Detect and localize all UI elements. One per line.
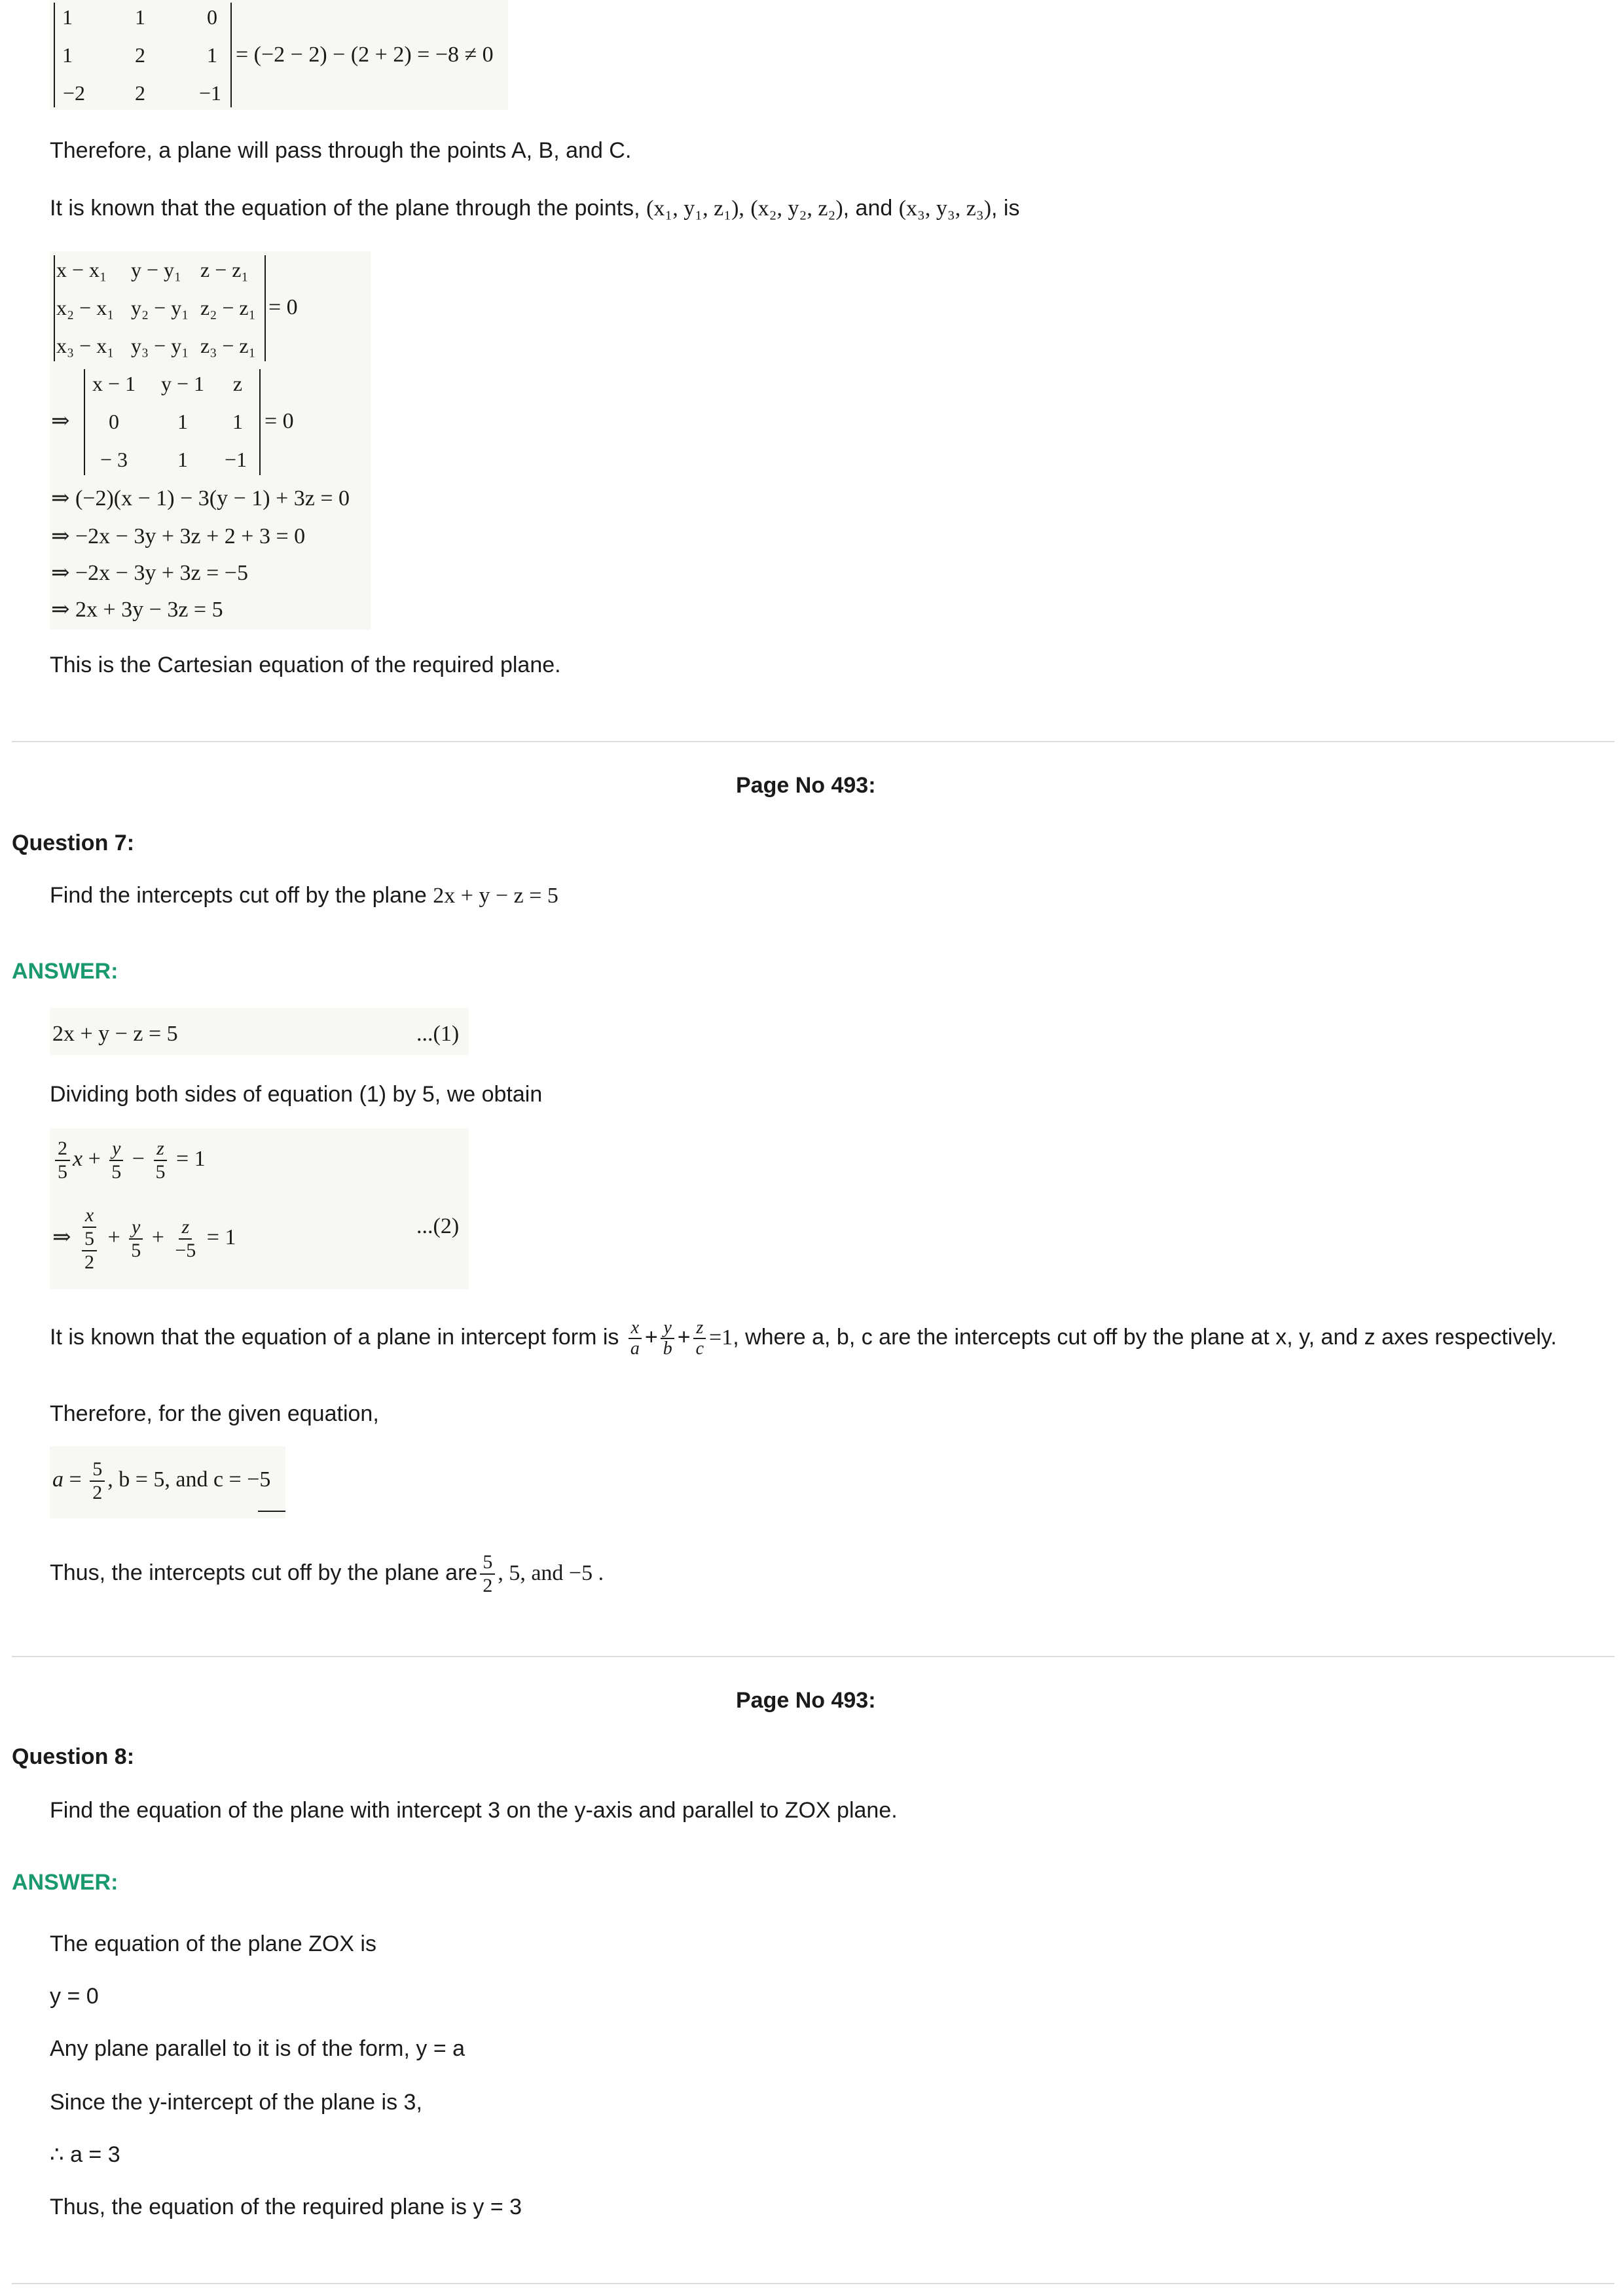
paragraph-plane-passes: Therefore, a plane will pass through the points A, B, and C. <box>50 138 632 163</box>
intro-text-c: , is <box>991 196 1020 221</box>
equation-2-tag: ...(2) <box>416 1214 460 1238</box>
answer-line: Thus, the equation of the required plane is y = 3 <box>50 2195 522 2219</box>
question-8-heading: Question 8: <box>12 1744 135 1769</box>
det-cell: z <box>232 372 243 395</box>
fraction-y-over-5: $\frac{y}{5}$ <box>128 1216 143 1262</box>
det-cell: − 3 <box>100 448 128 471</box>
answer-line: Any plane parallel to it is of the form, y = a <box>50 2036 465 2061</box>
det-cell: x₃ − x₁ <box>56 334 115 357</box>
answer-line: y = 0 <box>50 1984 99 2009</box>
conclusion-text-b: , 5, and −5 . <box>498 1560 604 1585</box>
fraction-five-halves: $\frac{5}{2}$ <box>90 1458 105 1504</box>
paragraph-plane-equation-intro <box>50 195 1019 222</box>
det-cell: y − y₁ <box>131 258 182 281</box>
det-cell: y₂ − y₁ <box>131 296 189 319</box>
question-7-prompt: Find the intercepts cut off by the plane <box>50 883 427 908</box>
fraction-x-over-a: $\frac{x}{a}$ <box>628 1318 642 1359</box>
numeric-determinant <box>84 369 261 475</box>
fraction-two-fifths: $\frac{2}{5}$ <box>55 1138 70 1183</box>
det-cell: −1 <box>198 81 222 105</box>
point-2: (x₂, y₂, z₂) <box>750 196 843 221</box>
conclusion-q7 <box>50 1551 604 1597</box>
answer-label-q8: ANSWER: <box>12 1870 119 1895</box>
answer-label-q7: ANSWER: <box>12 959 119 984</box>
fraction-y-over-5: $\frac{y}{5}$ <box>109 1138 124 1183</box>
intro-text-b: , and <box>843 196 893 221</box>
det-cell: 2 <box>135 81 145 105</box>
fraction-z-over-c: $\frac{z}{c}$ <box>693 1318 706 1359</box>
fraction-z-over-5: $\frac{z}{5}$ <box>153 1138 168 1183</box>
determinant-check-result: = (−2 − 2) − (2 + 2) = −8 ≠ 0 <box>236 43 494 67</box>
det-cell: x − 1 <box>92 372 136 395</box>
derivation-step: ⇒ (−2)(x − 1) − 3(y − 1) + 3z = 0 <box>51 486 350 511</box>
therefore-text: Therefore, for the given equation, <box>50 1401 379 1426</box>
numeric-determinant-rhs: = 0 <box>264 409 294 433</box>
paragraph-cartesian-equation: This is the Cartesian equation of the required plane. <box>50 653 561 677</box>
general-determinant <box>54 255 266 361</box>
det-cell: 1 <box>232 410 243 433</box>
page-number-q8: Page No 493: <box>736 1688 876 1713</box>
section-divider <box>12 1656 1614 1657</box>
dividing-text: Dividing both sides of equation (1) by 5, we obtain <box>50 1082 543 1107</box>
intercept-form-paragraph: It is known that the equation of a plane in intercept form is $\frac{x}{a}$ + $\frac{y}{b}$ + $\frac{z}{c}$ =1, where a, b, c are the intercepts cut off by the plane at x, y, and z axes respectively. <box>50 1318 1557 1359</box>
det-cell: 1 <box>207 43 217 67</box>
question-7-equation: 2x + y − z = 5 <box>433 884 558 908</box>
fraction-x-over-5-2: $\frac{x}{\frac{5}{2}}$ <box>79 1204 100 1274</box>
intercept-text-b: , where a, b, c are the intercepts cut off by the plane at x, y, and z axes respectively. <box>733 1324 1557 1350</box>
det-cell: 0 <box>109 410 119 433</box>
answer-line: Since the y-intercept of the plane is 3, <box>50 2090 422 2115</box>
det-cell: 1 <box>177 410 188 433</box>
divided-equation: $\frac{2}{5}$ x + $\frac{y}{5}$ − $\frac{z}{5}$ = 1 <box>52 1138 206 1183</box>
intercept-values: a = $\frac{5}{2}$ , b = 5, and c = −5 <box>52 1458 271 1503</box>
det-cell: x₂ − x₁ <box>56 296 115 319</box>
answer-line: The equation of the plane ZOX is <box>50 1931 376 1956</box>
det-cell: z₂ − z₁ <box>200 296 256 319</box>
det-cell: z₃ − z₁ <box>200 334 256 357</box>
det-cell: 1 <box>135 5 145 29</box>
fraction-y-over-b: $\frac{y}{b}$ <box>661 1318 675 1359</box>
det-cell: 2 <box>135 43 145 67</box>
point-3: (x₃, y₃, z₃) <box>898 196 992 221</box>
det-cell: 1 <box>177 448 188 471</box>
fraction-five-halves: $\frac{5}{2}$ <box>480 1551 495 1597</box>
section-divider <box>12 741 1614 742</box>
determinant-check <box>54 3 232 107</box>
underline-mark <box>258 1511 285 1512</box>
conclusion-text-a: Thus, the intercepts cut off by the plane are <box>50 1560 478 1585</box>
answer-line: ∴ a = 3 <box>50 2142 120 2167</box>
question-7-heading: Question 7: <box>12 831 135 855</box>
fraction-z-over-neg5: $\frac{z}{-5}$ <box>175 1216 196 1261</box>
page-number-q7: Page No 493: <box>736 773 876 798</box>
derivation-step: ⇒ 2x + 3y − 3z = 5 <box>51 598 223 622</box>
derivation-step: ⇒ −2x − 3y + 3z = −5 <box>51 561 248 585</box>
det-cell: −1 <box>224 448 247 471</box>
det-cell: z − z₁ <box>200 258 249 281</box>
det-cell: −2 <box>62 81 86 105</box>
intro-text-a: It is known that the equation of the plane through the points, <box>50 196 640 221</box>
det-cell: x − x₁ <box>56 258 107 281</box>
values-rest: , b = 5, and c = −5 <box>107 1467 271 1492</box>
question-8-text: Find the equation of the plane with intercept 3 on the y-axis and parallel to ZOX plane. <box>50 1798 898 1823</box>
det-cell: 1 <box>62 5 73 29</box>
det-cell: 1 <box>62 43 73 67</box>
section-divider <box>12 2283 1614 2284</box>
point-1: (x₁, y₁, z₁), <box>646 196 744 221</box>
derivation-step: ⇒ −2x − 3y + 3z + 2 + 3 = 0 <box>51 524 306 548</box>
equation-1: 2x + y − z = 5 <box>52 1022 178 1046</box>
intercept-form-equation: ⇒ $\frac{x}{\frac{5}{2}}$ + $\frac{y}{5}$ + $\frac{z}{-5}$ = 1 <box>52 1204 236 1273</box>
intercept-text-a: It is known that the equation of a plane in intercept form is <box>50 1324 619 1350</box>
det-cell: 0 <box>207 5 217 29</box>
det-cell: y₃ − y₁ <box>131 334 189 357</box>
equation-1-tag: ...(1) <box>416 1022 460 1046</box>
general-determinant-rhs: = 0 <box>268 295 298 319</box>
question-7-text <box>50 882 558 909</box>
implies-arrow: ⇒ <box>51 409 70 433</box>
det-cell: y − 1 <box>160 372 205 395</box>
